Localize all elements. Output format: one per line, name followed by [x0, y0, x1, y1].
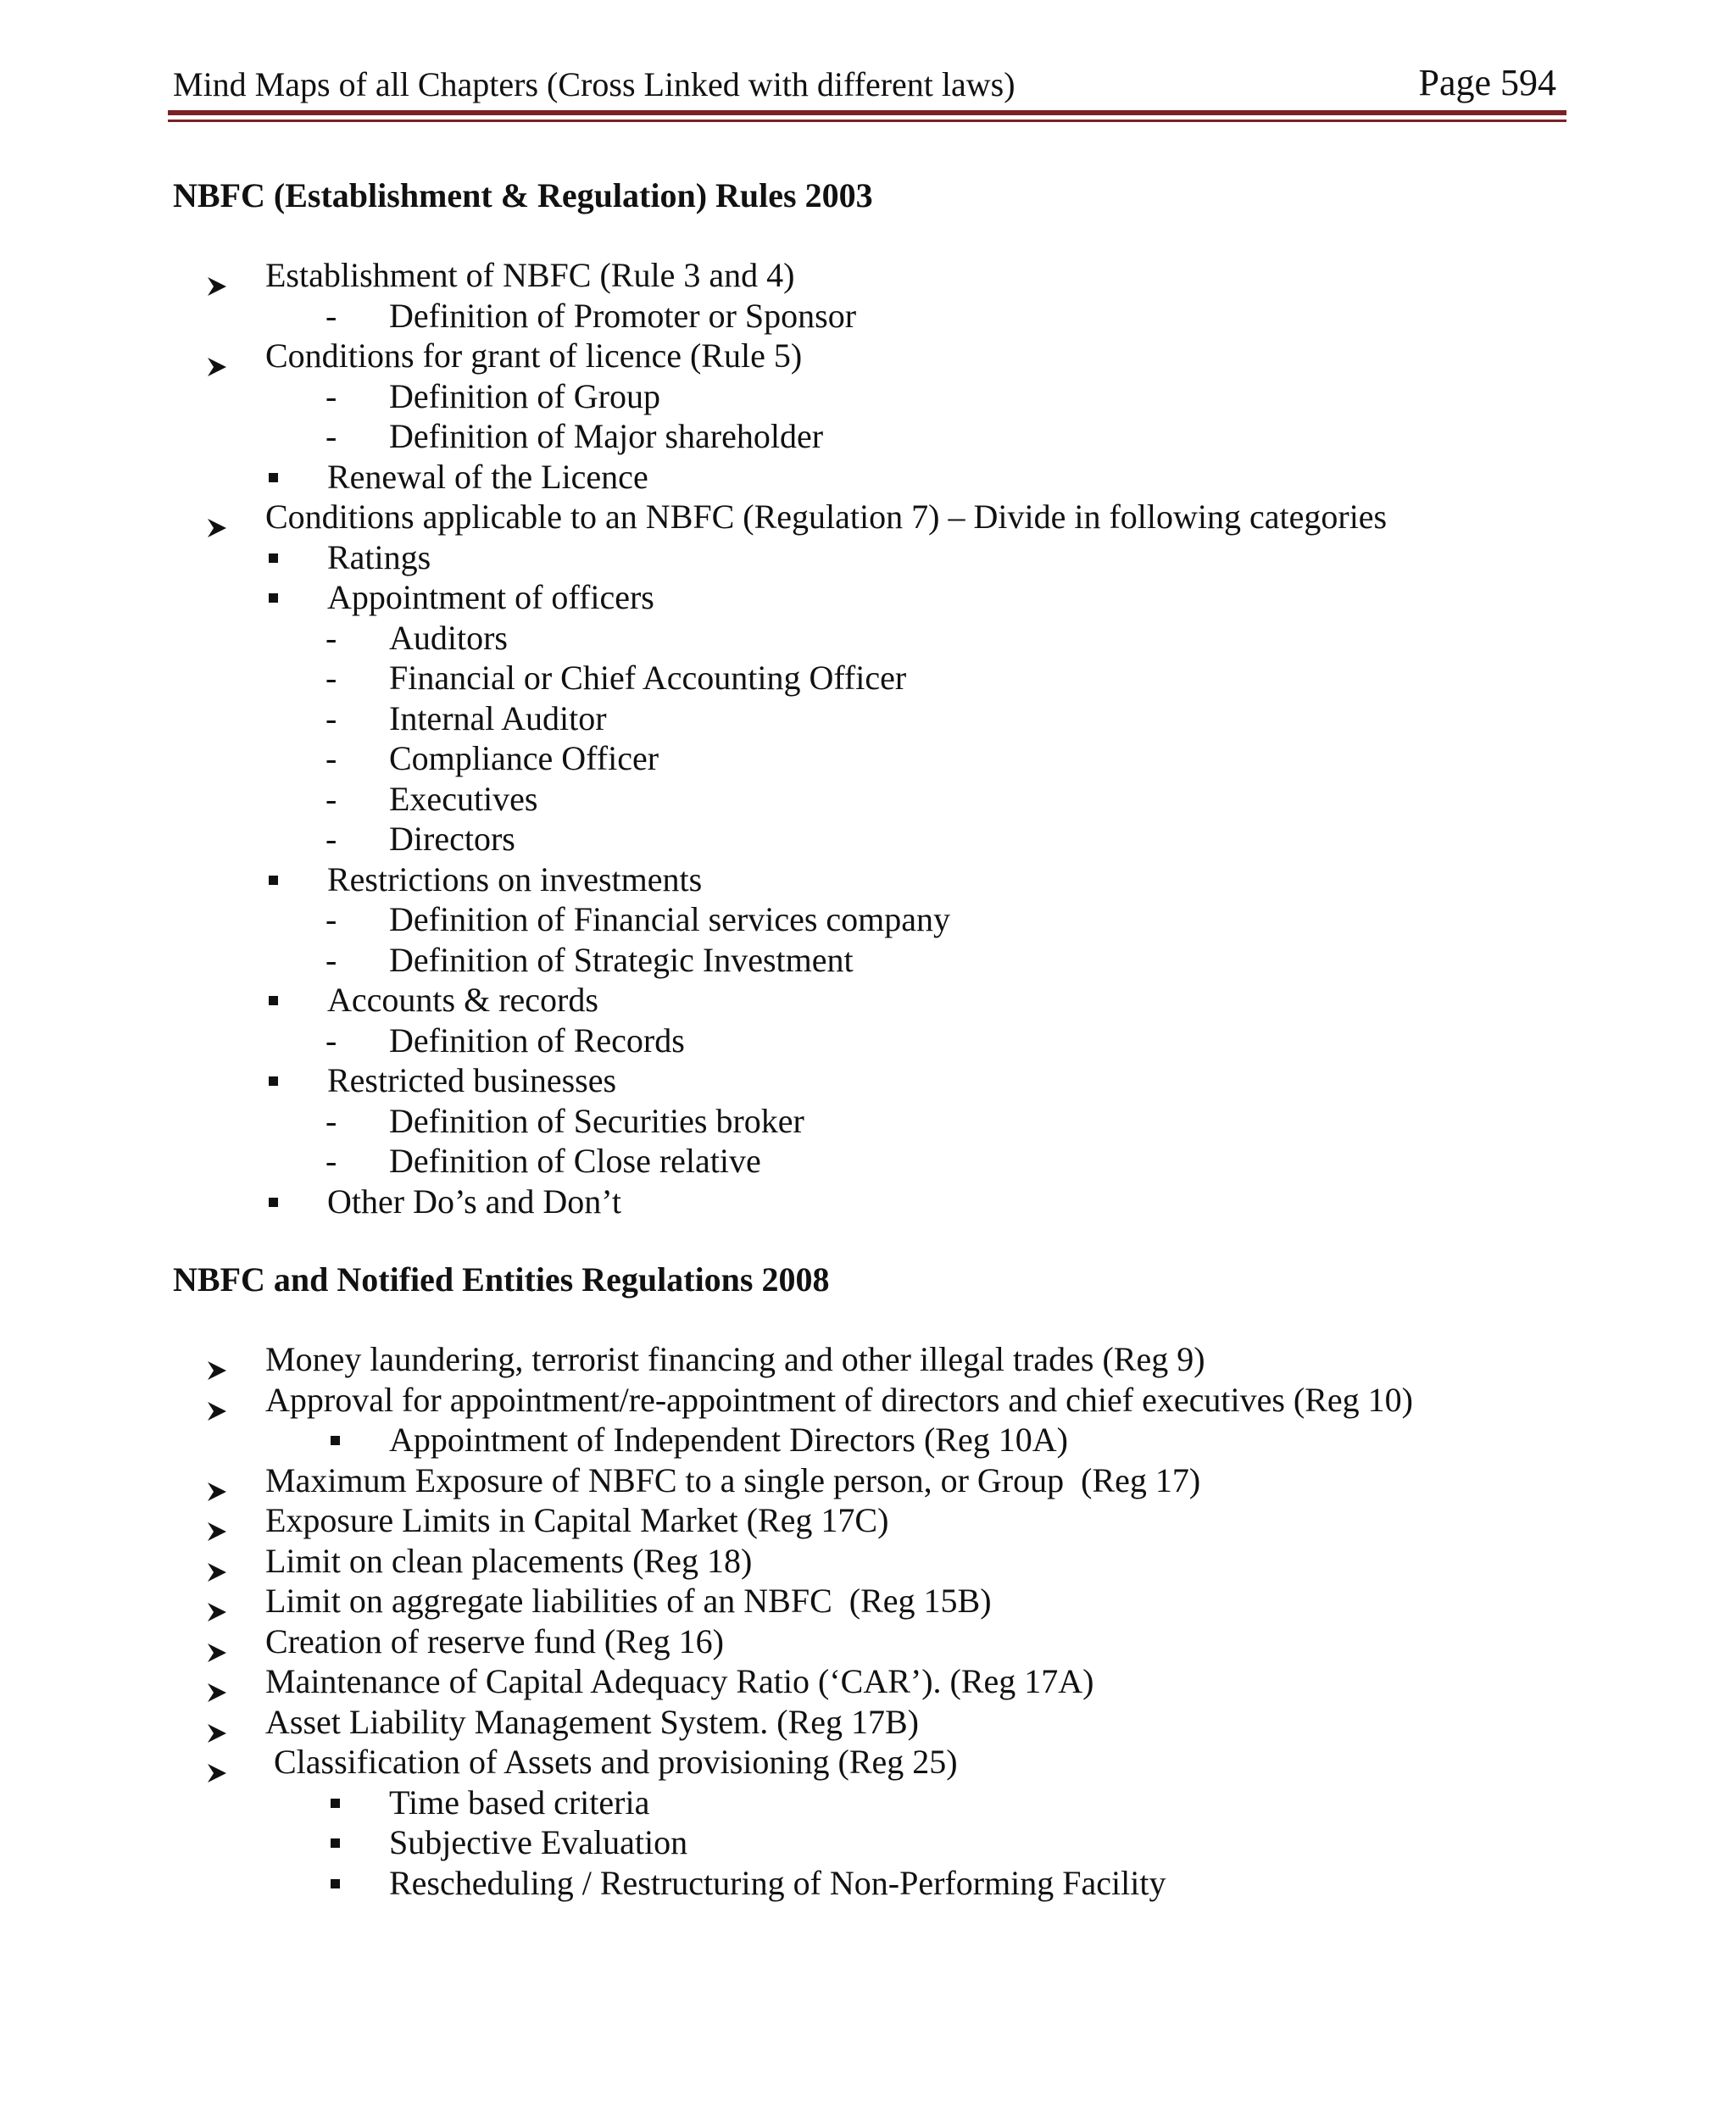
- outline-item-text: Rescheduling / Restructuring of Non-Performing Facility: [389, 1863, 1166, 1902]
- outline-item: [0, 1101, 1736, 1141]
- outline-item-text: Executives: [389, 779, 538, 818]
- outline-item-text: Restricted businesses: [327, 1061, 617, 1099]
- outline-item-text: Definition of Securities broker: [389, 1101, 804, 1140]
- header-title: Mind Maps of all Chapters (Cross Linked with different laws): [173, 65, 1015, 103]
- arrow-bullet-icon: [207, 1551, 227, 1571]
- outline-item-text: Conditions for grant of licence (Rule 5): [265, 337, 803, 375]
- dash-bullet-icon: -: [326, 376, 337, 415]
- outline-item-text: Internal Auditor: [389, 698, 607, 737]
- square-bullet-icon: [269, 1076, 278, 1086]
- outline-item: [0, 1060, 1736, 1100]
- outline-item-text: Ratings: [327, 537, 431, 576]
- arrow-bullet-icon: [207, 1591, 227, 1611]
- square-bullet-icon: [331, 1799, 340, 1808]
- arrow-bullet-icon: [207, 1471, 227, 1491]
- outline-item: [0, 940, 1736, 980]
- outline-item: [0, 779, 1736, 819]
- outline-item-text: Renewal of the Licence: [327, 457, 648, 496]
- header-rule-thin: [168, 120, 1566, 122]
- outline-item-text: Other Do’s and Don’t: [327, 1182, 621, 1221]
- square-bullet-icon: [331, 1838, 340, 1848]
- outline-item: [0, 1339, 1736, 1379]
- outline-item: [0, 497, 1736, 537]
- outline-item: [0, 1460, 1736, 1500]
- square-bullet-icon: [269, 553, 278, 563]
- outline-item: [0, 1742, 1736, 1782]
- outline-item-text: Limit on aggregate liabilities of an NBFC (Reg 15B): [265, 1582, 992, 1620]
- outline-item: [0, 698, 1736, 738]
- outline-item-text: Financial or Chief Accounting Officer: [389, 659, 907, 697]
- dash-bullet-icon: -: [326, 739, 337, 777]
- outline-item: [0, 416, 1736, 456]
- outline-item-text: Establishment of NBFC (Rule 3 and 4): [265, 256, 795, 294]
- outline-item: [0, 1661, 1736, 1701]
- dash-bullet-icon: -: [326, 940, 337, 979]
- outline-item: [0, 1822, 1736, 1862]
- outline-item-text: Directors: [389, 820, 515, 858]
- outline-item: [0, 376, 1736, 416]
- outline-item: [0, 1581, 1736, 1621]
- outline-item-text: Definition of Promoter or Sponsor: [389, 296, 857, 335]
- dash-bullet-icon: -: [326, 417, 337, 455]
- outline-item-text: Definition of Group: [389, 376, 660, 415]
- dash-bullet-icon: -: [326, 659, 337, 697]
- outline-item: [0, 457, 1736, 497]
- outline-item: [0, 1182, 1736, 1221]
- square-bullet-icon: [269, 1198, 278, 1207]
- arrow-bullet-icon: [207, 1390, 227, 1410]
- outline-item-text: Compliance Officer: [389, 739, 659, 777]
- outline-item: [0, 1500, 1736, 1540]
- outline-item: [0, 859, 1736, 899]
- arrow-bullet-icon: [207, 1671, 227, 1692]
- outline-item-text: Definition of Financial services company: [389, 900, 951, 938]
- outline-item-text: Limit on clean placements (Reg 18): [265, 1541, 753, 1580]
- outline-item-text: Appointment of officers: [327, 578, 654, 616]
- outline-item: [0, 296, 1736, 336]
- outline-item: [0, 577, 1736, 617]
- outline-item: [0, 1021, 1736, 1060]
- outline-item: [0, 537, 1736, 577]
- outline-item-text: Auditors: [389, 618, 508, 657]
- outline-item-text: Maximum Exposure of NBFC to a single person, or Group (Reg 17): [265, 1460, 1201, 1499]
- outline-item-text: Asset Liability Management System. (Reg 17B): [265, 1702, 919, 1741]
- outline-item-text: Restrictions on investments: [327, 859, 703, 898]
- section-heading: NBFC and Notified Entities Regulations 2008: [173, 1260, 830, 1299]
- dash-bullet-icon: -: [326, 698, 337, 737]
- arrow-bullet-icon: [207, 1752, 227, 1772]
- arrow-bullet-icon: [207, 346, 227, 366]
- outline-item: [0, 658, 1736, 698]
- outline-item: [0, 819, 1736, 859]
- outline-item: [0, 1621, 1736, 1661]
- dash-bullet-icon: -: [326, 779, 337, 818]
- outline-item: [0, 336, 1736, 375]
- square-bullet-icon: [269, 593, 278, 603]
- outline-item-text: Creation of reserve fund (Reg 16): [265, 1621, 724, 1660]
- outline-item: [0, 738, 1736, 778]
- outline-item-text: Exposure Limits in Capital Market (Reg 17C): [265, 1501, 889, 1539]
- dash-bullet-icon: -: [326, 900, 337, 938]
- outline-item-text: Appointment of Independent Directors (Reg 10A): [389, 1421, 1068, 1459]
- outline-item: [0, 618, 1736, 658]
- outline-item-text: Definition of Records: [389, 1021, 685, 1060]
- arrow-bullet-icon: [207, 507, 227, 527]
- arrow-bullet-icon: [207, 1632, 227, 1652]
- outline-item: [0, 1863, 1736, 1903]
- outline-item-text: Definition of Strategic Investment: [389, 940, 854, 979]
- page-number: Page 594: [1418, 62, 1556, 103]
- square-bullet-icon: [269, 996, 278, 1005]
- outline-item-text: Classification of Assets and provisioning (Reg 25): [265, 1743, 958, 1781]
- dash-bullet-icon: -: [326, 1101, 337, 1140]
- outline-item-text: Approval for appointment/re-appointment of directors and chief executives (Reg 10): [265, 1380, 1413, 1419]
- arrow-bullet-icon: [207, 1510, 227, 1531]
- outline-item-text: Conditions applicable to an NBFC (Regulation 7) – Divide in following categories: [265, 498, 1388, 536]
- outline-item: [0, 1420, 1736, 1460]
- square-bullet-icon: [331, 1436, 340, 1445]
- section-heading: NBFC (Establishment & Regulation) Rules 2003: [173, 176, 873, 214]
- outline-item: [0, 1380, 1736, 1420]
- header-rule-thick: [168, 110, 1566, 115]
- outline-item-text: Definition of Major shareholder: [389, 417, 824, 455]
- outline-item-text: Subjective Evaluation: [389, 1823, 688, 1861]
- outline-item: [0, 1783, 1736, 1822]
- square-bullet-icon: [331, 1879, 340, 1888]
- outline-item: [0, 1541, 1736, 1581]
- dash-bullet-icon: -: [326, 296, 337, 335]
- outline-item: [0, 980, 1736, 1020]
- outline-item: [0, 1141, 1736, 1181]
- dash-bullet-icon: -: [326, 820, 337, 858]
- outline-item-text: Accounts & records: [327, 981, 598, 1019]
- outline-item: [0, 255, 1736, 295]
- outline-item: [0, 1702, 1736, 1742]
- square-bullet-icon: [269, 876, 278, 885]
- outline-item-text: Definition of Close relative: [389, 1142, 761, 1180]
- arrow-bullet-icon: [207, 1712, 227, 1733]
- page-header: [173, 59, 1556, 114]
- outline-item-text: Time based criteria: [389, 1783, 650, 1822]
- outline-item-text: Money laundering, terrorist financing and other illegal trades (Reg 9): [265, 1340, 1205, 1378]
- arrow-bullet-icon: [207, 1349, 227, 1370]
- dash-bullet-icon: -: [326, 1021, 337, 1060]
- arrow-bullet-icon: [207, 265, 227, 286]
- square-bullet-icon: [269, 473, 278, 482]
- outline-item: [0, 899, 1736, 939]
- outline-item-text: Maintenance of Capital Adequacy Ratio (‘CAR’). (Reg 17A): [265, 1662, 1094, 1700]
- dash-bullet-icon: -: [326, 1142, 337, 1180]
- dash-bullet-icon: -: [326, 618, 337, 657]
